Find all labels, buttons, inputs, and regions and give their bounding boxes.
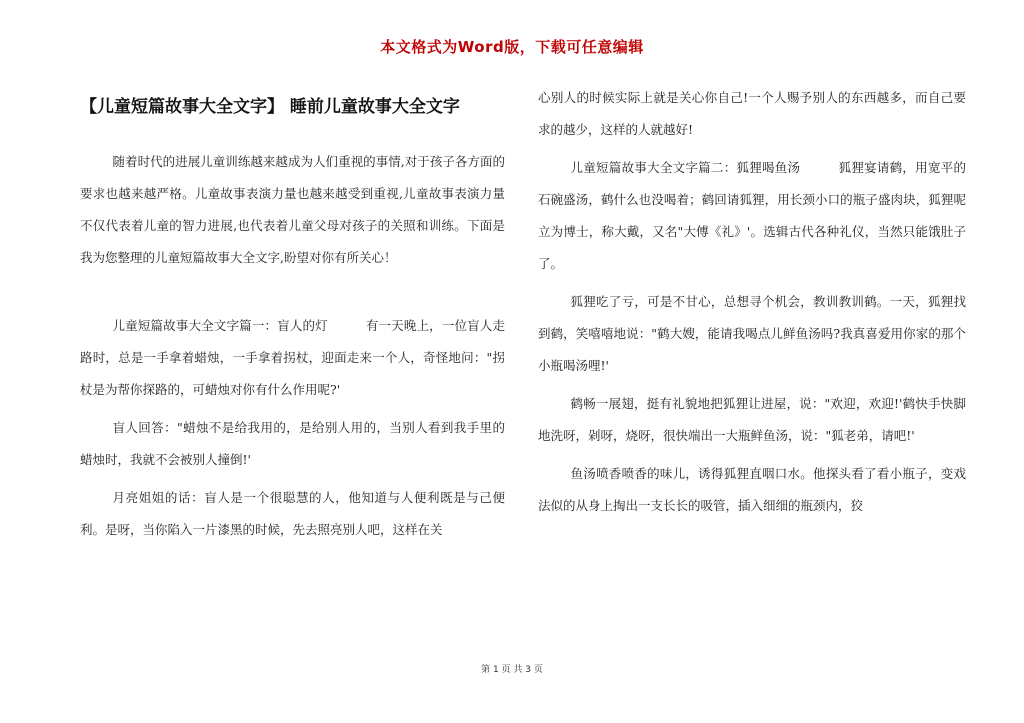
story-one-moral-continued: 心别人的时候实际上就是关心你自己!一个人赐予别人的东西越多，而自己要求的越少，这样的人就越好! (538, 90, 966, 137)
story-two-paragraph: 鱼汤喷香喷香的味儿，诱得狐狸直咽口水。他探头看了看小瓶子，变戏法似的从身上掏出一支长长的吸管，插入细细的瓶颈内，狡 (538, 466, 966, 513)
story-two-paragraph: 儿童短篇故事大全文字篇二：狐狸喝鱼汤 狐狸宴请鹤，用宽平的石碗盛汤，鹤什么也没喝着；鹤回请狐狸，用长颈小口的瓶子盛肉块，狐狸呢立为博士，称大戴，又名"大傅《礼》'。选辑古代各种礼仪，当然只能饿肚子了。 (538, 160, 966, 271)
story-one-moral-paragraph: 月亮姐姐的话：盲人是一个很聪慧的人，他知道与人便利既是与己便利。是呀，当你陷入一片漆黑的时候，先去照亮别人吧，这样在关 (80, 490, 505, 537)
paragraph-spacer (80, 274, 505, 310)
story-one-paragraph: 儿童短篇故事大全文字篇一：盲人的灯 有一天晚上，一位盲人走路时，总是一手拿着蜡烛，一手拿着拐杖，迎面走来一个人，奇怪地问："拐杖是为帮你探路的，可蜡烛对你有什么作用呢?' (80, 318, 505, 397)
intro-paragraph: 随着时代的进展儿童训练越来越成为人们重视的事情,对于孩子各方面的要求也越来越严格。儿童故事表演力量也越来越受到重视,儿童故事表演力量不仅代表着儿童的智力进展,也代表着儿童父母对孩子的关照和训练。下面是我为您整理的儿童短篇故事大全文字,盼望对你有所关心！ (80, 154, 505, 265)
story-two-paragraph: 鹤畅一展翅，挺有礼貌地把狐狸让进屋，说："欢迎，欢迎!'鹤快手快脚地洗呀，剁呀，烧呀，很快端出一大瓶鲜鱼汤，说："狐老弟，请吧!' (538, 396, 966, 443)
left-column (80, 82, 505, 546)
page-title: 【儿童短篇故事大全文字】 睡前儿童故事大全文字 (80, 97, 460, 117)
page-number: 第 1 页 共 3 页 (481, 665, 543, 675)
story-two-paragraph: 狐狸吃了亏，可是不甘心，总想寻个机会，教训教训鹤。一天，狐狸找到鹤，笑嘻嘻地说："鹤大嫂，能请我喝点儿鲜鱼汤吗?我真喜爱用你家的那个小瓶喝汤哩!' (538, 294, 966, 373)
download-banner: 本文格式为Word版，下载可任意编辑 (380, 38, 644, 56)
story-one-paragraph: 盲人回答："蜡烛不是给我用的，是给别人用的，当别人看到我手里的蜡烛时，我就不会被别人撞倒!' (80, 420, 505, 467)
right-column (538, 82, 966, 522)
